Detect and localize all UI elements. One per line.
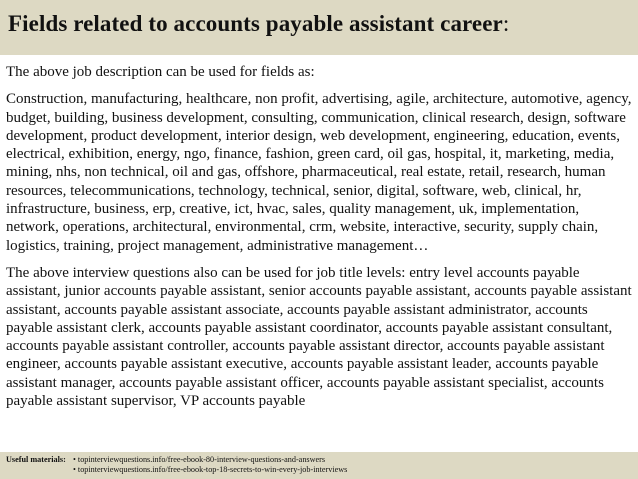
footer-row-1: [6, 455, 638, 465]
title-bar: [0, 0, 638, 55]
slide-title-text: Fields related to accounts payable assistant career: [8, 11, 503, 36]
slide-content: [6, 63, 634, 419]
fields-paragraph: Construction, manufacturing, healthcare, non profit, advertising, agile, architecture, automotive, agency, budget, building, business development, consulting, communication, clinical research, design, software development, product development, interior design, web development, engineering, education, events, electrical, exhibition, energy, ngo, finance, fashion, green card, oil gas, hospital, it, marketing, media, mining, nhs, non technical, oil and gas, offshore, pharmaceutical, real estate, retail, research, human resources, telecommunications, technology, technical, senior, digital, software, web, clinical, hr, infrastructure, business, erp, creative, ict, hvac, sales, quality management, uk, implementation, network, operations, architectural, environmental, crm, website, interactive, security, supply chain, logistics, training, project management, administrative management…: [6, 91, 632, 254]
footer-label: Useful materials:: [6, 455, 66, 464]
intro-paragraph: The above job description can be used for fields as:: [6, 64, 315, 80]
footer-link-2[interactable]: • topinterviewquestions.info/free-ebook-top-18-secrets-to-win-every-job-interviews: [73, 465, 348, 474]
footer: [0, 452, 638, 479]
job-titles-paragraph: The above interview questions also can be used for job title levels: entry level accounts payable assistant, junior accounts payable assistant, senior accounts payable assistant, accounts payable assistant assistant, accounts payable assistant associate, accounts payable assistant administrator, accounts payable assistant clerk, accounts payable assistant coordinator, accounts payable assistant consultant, accounts payable assistant controller, accounts payable assistant director, accounts payable assistant engineer, accounts payable assistant executive, accounts payable assistant leader, accounts payable assistant manager, accounts payable assistant officer, accounts payable assistant specialist, accounts payable assistant supervisor, VP accounts payable: [6, 264, 632, 410]
slide-title-colon: :: [502, 11, 510, 36]
footer-row-2: [6, 465, 638, 475]
footer-link-1[interactable]: • topinterviewquestions.info/free-ebook-80-interview-questions-and-answers: [73, 455, 326, 464]
footer-label-spacer: [6, 465, 73, 475]
slide-title: [8, 11, 638, 37]
